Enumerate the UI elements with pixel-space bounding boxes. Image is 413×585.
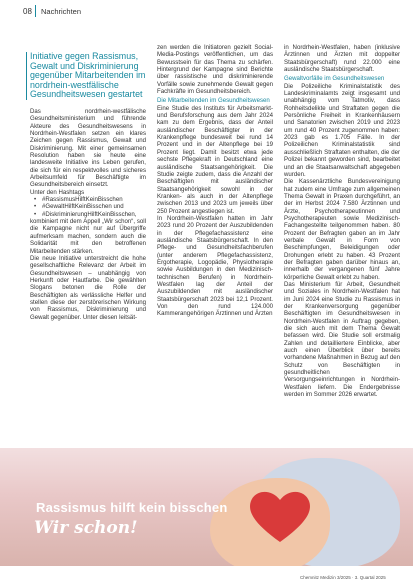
page-number: 08	[23, 7, 32, 16]
article-intro: Das nordrhein-westfälische Gesundheitsministerium und führende Akteure des Gesundheitswesens in Nordrhein-Westfalen setzen ein klares Zeichen gegen Rassismus, Gewalt und Diskriminierung. Mit einer gemeinsamen Resolution haben sie heute eine landesweite Initiative ins Leben gerufen, die sich für ein respektvolles und sicheres Arbeitsumfeld für Beschäftigte im Gesundheitsbereich einsetzt.	[30, 107, 146, 189]
page-header	[0, 0, 413, 34]
page-footer: Chemnitz Medizin 3/2025 · 3. Quartal 2025	[300, 575, 386, 580]
section-title: Nachrichten	[41, 7, 82, 16]
article-column-1	[30, 52, 146, 321]
heart-icon	[245, 486, 315, 546]
article-paragraph: Eine Studie des Instituts für Arbeitsmarkt- und Berufsforschung aus dem Jahr 2024 kam zu dem Ergebnis, dass der Anteil ausländischer Beschäftigter in der Krankenpflege bundesweit bei rund 14 Prozent und in der Altenpflege bei 19 Prozent liegt. Damit besitzt etwa jede sechste Pflegekraft in Deutschland eine ausländische Staatsangehörigkeit. Die Studie zeigte zudem, dass die Anzahl der Beschäftigten mit ausländischer Staatsangehörigkeit sowohl in der Kranken- als auch in der Altenpflege zwischen 2013 und 2023 um jeweils über 250 Prozent angestiegen ist.	[157, 104, 273, 215]
article-column-2	[157, 44, 273, 318]
hashtag-item: • #DiskriminierungHilftKeinBisschen,	[42, 211, 146, 218]
header-divider	[35, 5, 36, 17]
hashtags-label: Unter den Hashtags	[30, 188, 85, 196]
article-lead: Initiative gegen Rassismus, Gewalt und Diskriminierung gegenüber Mitarbeitenden im nordrhein-westfälische Gesundheitswesen gestartet	[26, 52, 146, 100]
article-paragraph: Die neue Initiative unterstreicht die hohe gesellschaftliche Relevanz der Arbeit im Gesundheitswesen – unabhängig von Herkunft oder Hautfarbe. Die gewählten Slogans betonen die Rolle der Beschäftigten als verlässliche Helfer und stellen diese der zerstörerischen Wirkung von Rassismus, Diskriminierung und Gewalt gegenüber. Unter diesen leitsät-	[30, 254, 146, 321]
hashtag-item: • #GewaltHilftKeinBisschen und	[42, 203, 146, 210]
article-paragraph: zen werden die Initiatoren gezielt Social-Media-Postings veröffentlichen, um das Bewusstsein für das Thema zu schärfen. Hintergrund der Kampagne sind Berichte über rassistische und diskriminierende Vorfälle sowie zunehmende Gewalt gegen Fachkräfte im Gesundheitsbereich.	[157, 44, 273, 96]
banner-headline: Rassismus hilft kein bisschen	[36, 500, 228, 515]
article-column-3	[284, 44, 400, 399]
article-paragraph: kombiniert mit dem Appell „Wir schon“, soll die Kampagne nicht nur auf Übergriffe aufmerksam machen, sondern auch die Solidarität mit den betroffenen Mitarbeitenden stärken.	[30, 218, 146, 255]
hashtag-item: • #RassismusHilftKeinBisschen	[42, 196, 146, 203]
hashtag-list	[30, 196, 146, 218]
article-paragraph: Das Ministerium für Arbeit, Gesundheit und Soziales in Nordrhein-Westfalen hat im Juni 2024 eine Studie zu Rassismus in der Krankenversorgung gegenüber Beschäftigten im Gesundheitswesen in Nordrhein-Westfalen in Auftrag gegeben, die sich auch mit dem Thema Gewalt befassen wird. Die Studie soll erstmalig Zahlen und detailliertere Einblicke, aber auch einen Überblick über bereits vorhandene Maßnahmen in Bezug auf den Schutz von Beschäftigten in gesundheitlichen Versorgungseinrichtungen in Nordrhein-Westfalen liefern. Die Endergebnisse werden im Sommer 2026 erwartet.	[284, 281, 400, 399]
subheading: Gewaltvorfälle im Gesundheitswesen	[284, 75, 385, 83]
article-paragraph: in Nordrhein-Westfalen, haben (inklusive Ärztinnen und Ärzten mit doppelter Staatsbürgerschaft) rund 22.000 eine ausländische Staatsbürgerschaft.	[284, 44, 400, 74]
banner-tagline: Wir schon!	[34, 518, 138, 538]
subheading: Die Mitarbeitenden im Gesundheitswesen	[157, 97, 270, 105]
article-paragraph: Die Kassenärztliche Bundesvereinigung hat zudem eine Umfrage zum allgemeinen Thema Gewalt in Praxen durchgeführt, an der im Herbst 2024 7.580 Ärztinnen und Ärzte, Psychotherapeutinnen und Psychotherapeuten sowie Medizinisch- Fachangestellte teilgenommen haben. 80 Prozent der Befragten gaben an im Jahr verbale Gewalt in Form von Beschimpfungen, Beleidigungen oder Drohungen erlebt zu haben. 43 Prozent der Befragten gaben darüber hinaus an, innerhalb der vergangenen fünf Jahre körperliche Gewalt erlebt zu haben.	[284, 178, 400, 281]
article-paragraph: Die Polizeiliche Kriminalstatistik des Landeskriminalamts zeigt insgesamt und unabhängig vom Tatmotiv, dass Rohheitsdelikte und Straftaten gegen die Persönliche Freiheit in Krankenhäusern und Sanatorien zwischen 2019 und 2023 um rund 40 Prozent zugenommen haben: 2023 gab es 1.705 Fälle. In der Polizeilichen Kriminalstatistik sind ausschließlich Straftaten enthalten, die der Polizei bekannt geworden sind, bearbeitet und an die Staatsanwaltschaft abgegeben wurden.	[284, 82, 400, 178]
article-paragraph: In Nordrhein-Westfalen hatten im Jahr 2023 rund 20 Prozent der Auszubildenden in der Pflegefachassistenz eine ausländische Staatsbürgerschaft. In den Pflege- und Gesundheitsfachberufen (unter anderem Pflegefachassistenz, Ergotherapie, Logopädie, Physiotherapie sowie Ausbildungen in den Medizinisch-technischen Berufen) in Nordrhein-Westfalen lag der Anteil der Auszubildenden mit ausländischer Staatsbürgerschaft 2023 bei 12,1 Prozent. Von den rund 124.000 Kammerangehörigen Ärztinnen und Ärzten	[157, 214, 273, 318]
